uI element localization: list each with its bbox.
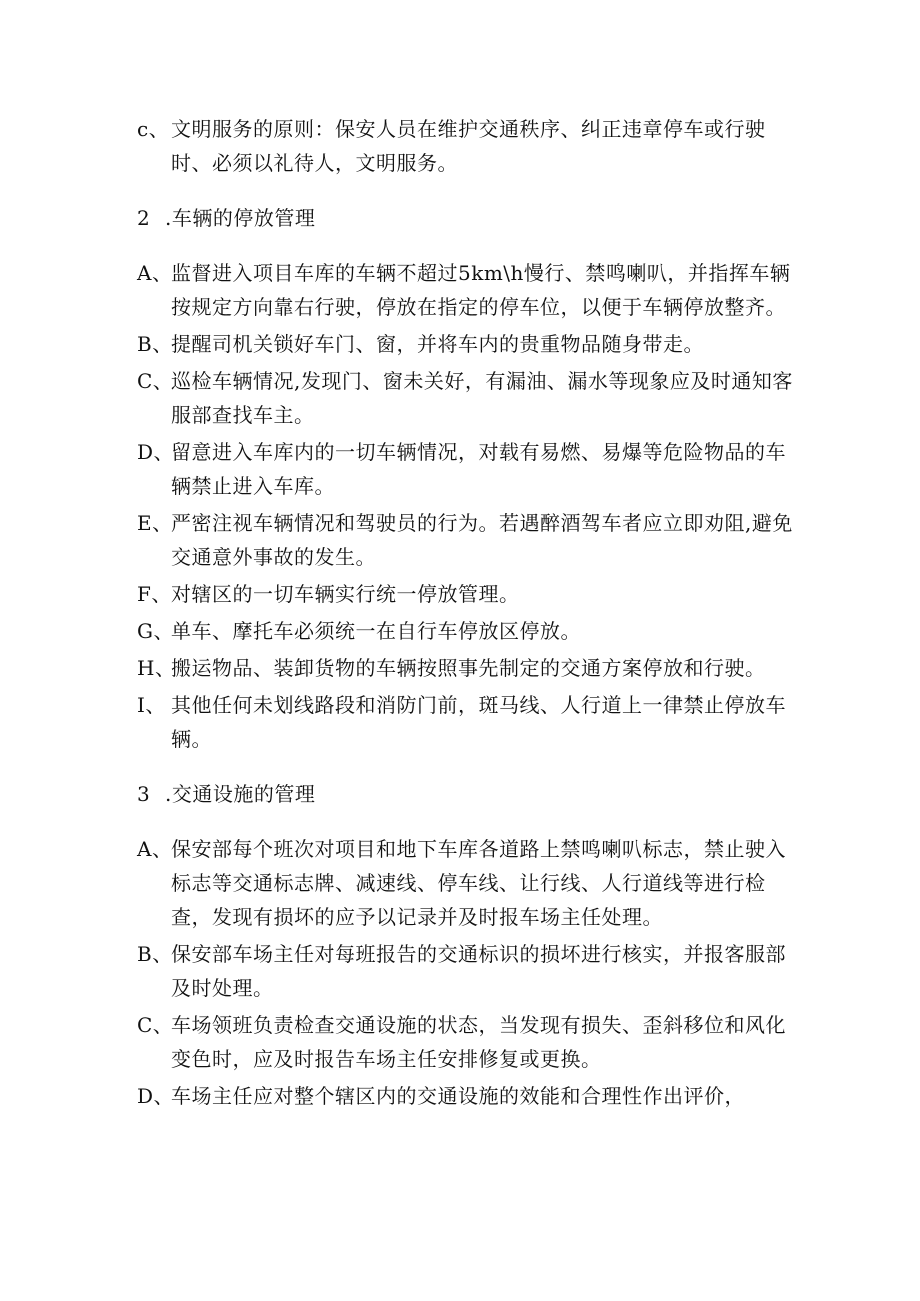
list-marker: A、: [137, 837, 173, 861]
section-heading-3: [137, 777, 797, 811]
list-marker: C、: [137, 369, 174, 393]
list-item-b-3: [137, 937, 797, 1005]
list-item-c-upper: [137, 364, 797, 432]
list-marker: D、: [137, 1084, 175, 1108]
list-item-text: 其他任何未划线路段和消防门前，斑马线、人行道上一律禁止停放车辆。: [171, 693, 786, 751]
list-item-text: 监督进入项目车库的车辆不超过5km\h慢行、禁鸣喇叭，并指挥车辆按规定方向靠右行驶，停放在指定的停车位，以便于车辆停放整齐。: [171, 261, 791, 319]
list-marker: G、: [137, 619, 174, 643]
list-item-text: 车场领班负责检查交通设施的状态，当发现有损失、歪斜移位和风化变色时，应及时报告车场主任安排修复或更换。: [171, 1013, 786, 1071]
list-marker: A、: [137, 261, 173, 285]
list-item-h: [137, 651, 797, 685]
document-body: [137, 112, 797, 1116]
list-item-i: [137, 688, 797, 756]
section-number: 3: [137, 782, 151, 806]
list-marker: C、: [137, 1013, 174, 1037]
list-item-text: 严密注视车辆情况和驾驶员的行为。若遇醉酒驾车者应立即劝阻,避免交通意外事故的发生。: [171, 511, 793, 569]
list-item-c-3: [137, 1008, 797, 1076]
section-number: 2: [137, 206, 151, 230]
list-item-text: 单车、摩托车必须统一在自行车停放区停放。: [171, 619, 581, 643]
list-item-text: 文明服务的原则：保安人员在维护交通秩序、纠正违章停车或行驶时、必须以礼待人，文明服务。: [171, 117, 766, 175]
list-marker: H、: [137, 656, 176, 680]
section-title: .交通设施的管理: [165, 782, 316, 806]
list-marker: F、: [137, 582, 172, 606]
section-heading-2: [137, 201, 797, 235]
list-item-text: 保安部车场主任对每班报告的交通标识的损坏进行核实，并报客服部及时处理。: [171, 942, 786, 1000]
list-item-d: [137, 435, 797, 503]
list-marker: B、: [137, 332, 173, 356]
section-title: .车辆的停放管理: [165, 206, 316, 230]
list-item-a-3: [137, 832, 797, 934]
list-item-a: [137, 256, 797, 324]
list-item-text: 保安部每个班次对项目和地下车库各道路上禁鸣喇叭标志，禁止驶入标志等交通标志牌、减速线、停车线、让行线、人行道线等进行检查，发现有损坏的应予以记录并及时报车场主任处理。: [171, 837, 786, 929]
list-item-text: 搬运物品、装卸货物的车辆按照事先制定的交通方案停放和行驶。: [171, 656, 766, 680]
list-item-e: [137, 506, 797, 574]
list-item-text: 提醒司机关锁好车门、窗，并将车内的贵重物品随身带走。: [171, 332, 704, 356]
list-marker: E、: [137, 511, 173, 535]
list-marker: B、: [137, 942, 173, 966]
list-item-text: 留意进入车库内的一切车辆情况，对载有易燃、易爆等危险物品的车辆禁止进入车库。: [171, 440, 786, 498]
list-item-f: [137, 577, 797, 611]
list-marker: I、: [137, 693, 166, 717]
list-item-c: [137, 112, 797, 180]
list-item-b: [137, 327, 797, 361]
list-item-text: 巡检车辆情况,发现门、窗未关好，有漏油、漏水等现象应及时通知客服部查找车主。: [171, 369, 793, 427]
list-marker: D、: [137, 440, 175, 464]
list-item-g: [137, 614, 797, 648]
list-item-d-3: [137, 1079, 797, 1113]
list-item-text: 对辖区的一切车辆实行统一停放管理。: [171, 582, 520, 606]
list-marker: c、: [137, 117, 170, 141]
list-item-text: 车场主任应对整个辖区内的交通设施的效能和合理性作出评价，: [171, 1084, 745, 1108]
